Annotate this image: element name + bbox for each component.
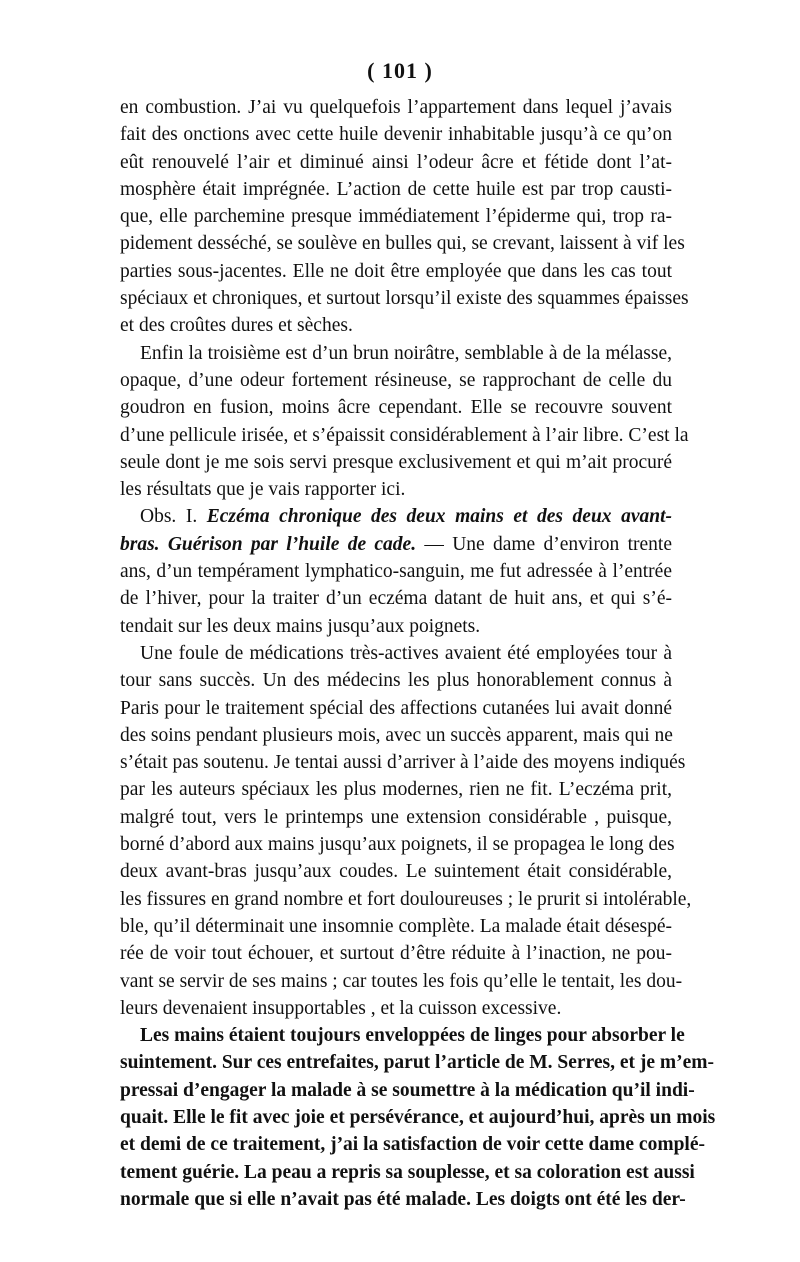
text-line: les résultats que je vais rapporter ici. <box>120 479 406 501</box>
text-line: Paris pour le traitement spécial des affections cutanées lui avait donné <box>120 697 672 719</box>
body-text <box>120 94 716 1213</box>
text-line: Enfin la troisième est d’un brun noirâtre, semblable à de la mélasse, <box>140 342 672 364</box>
page-number: ( 101 ) <box>367 58 433 83</box>
paragraph-1 <box>120 94 689 340</box>
text-line: malgré tout, vers le printemps une extension considérable , puisque, <box>120 806 672 828</box>
observation-label: Obs. I. <box>140 506 198 528</box>
text-line: parties sous-jacentes. Elle ne doit être employée que dans les cas tout <box>120 260 672 282</box>
text-line: suintement. Sur ces entrefaites, parut l’article de M. Serres, et je m’em- <box>120 1052 715 1074</box>
text-line: spéciaux et chroniques, et surtout lorsqu’il existe des squammes épaisses <box>120 288 689 310</box>
paragraph-4 <box>120 640 692 1022</box>
text-line: leurs devenaient insupportables , et la cuisson excessive. <box>120 997 562 1019</box>
text-line: de l’hiver, pour la traiter d’un eczéma datant de huit ans, et qui s’é- <box>120 588 672 610</box>
observation-1 <box>120 503 672 639</box>
paragraph-5 <box>120 1022 716 1213</box>
text-line: ble, qu’il déterminait une insomnie complète. La malade était désespé- <box>120 915 672 937</box>
text-line: pressai d’engager la malade à se soumettre à la médication qu’il indi- <box>120 1079 695 1101</box>
text-line: d’une pellicule irisée, et s’épaissit considérablement à l’air libre. C’est la <box>120 424 689 446</box>
text-line: des soins pendant plusieurs mois, avec un succès apparent, mais qui ne <box>120 724 673 746</box>
text-line: quait. Elle le fit avec joie et persévérance, et aujourd’hui, après un mois <box>120 1106 716 1128</box>
text-line: que, elle parchemine presque immédiatement l’épiderme qui, trop ra- <box>120 206 672 228</box>
observation-title-part-1: Eczéma chronique des deux mains et des deux avant- <box>206 506 673 528</box>
text-line: tendait sur les deux mains jusqu’aux poignets. <box>120 615 481 637</box>
text-line: eût renouvelé l’air et diminué ainsi l’odeur âcre et fétide dont l’at- <box>120 151 672 173</box>
text-line: ans, d’un tempérament lymphatico-sanguin, me fut adressée à l’entrée <box>120 561 672 583</box>
text-line: Une foule de médications très-actives avaient été employées tour à <box>140 642 672 664</box>
text-line: goudron en fusion, moins âcre cependant. Elle se recouvre souvent <box>120 397 672 419</box>
text-line: rée de voir tout échouer, et surtout d’être réduite à l’inaction, ne pou- <box>120 943 672 965</box>
text-line: pidement desséché, se soulève en bulles qui, se crevant, laissent à vif les <box>120 233 685 255</box>
paragraph-2 <box>120 340 689 504</box>
text-line: fait des onctions avec cette huile devenir inhabitable jusqu’à ce qu’on <box>120 124 672 146</box>
text-line: borné d’abord aux mains jusqu’aux poignets, il se propagea le long des <box>120 834 675 856</box>
observation-heading-line <box>120 503 672 530</box>
text-line: seule dont je me sois servi presque exclusivement et qui m’ait procuré <box>120 451 672 473</box>
observation-title-part-2: bras. Guérison par l’huile de cade. <box>120 533 417 555</box>
text-line: les fissures en grand nombre et fort douloureuses ; le prurit si intolérable, <box>120 888 692 910</box>
text-line: et demi de ce traitement, j’ai la satisfaction de voir cette dame complé- <box>120 1134 705 1156</box>
text-line: normale que si elle n’avait pas été malade. Les doigts ont été les der- <box>120 1188 686 1210</box>
text-line: et des croûtes dures et sèches. <box>120 315 353 337</box>
text-line: s’était pas soutenu. Je tentai aussi d’arriver à l’aide des moyens indiqués <box>120 752 686 774</box>
observation-heading-line-2 <box>120 531 672 558</box>
text-line: par les auteurs spéciaux les plus modernes, rien ne fit. L’eczéma prit, <box>120 779 672 801</box>
text-line: en combustion. J’ai vu quelquefois l’appartement dans lequel j’avais <box>120 97 672 118</box>
text-line: vant se servir de ses mains ; car toutes les fois qu’elle le tentait, les dou- <box>120 970 683 992</box>
text-line: opaque, d’une odeur fortement résineuse, se rapprochant de celle du <box>120 369 672 391</box>
text-line: tement guérie. La peau a repris sa souplesse, et sa coloration est aussi <box>120 1161 695 1183</box>
text-line: deux avant-bras jusqu’aux coudes. Le suintement était considérable, <box>120 861 672 883</box>
observation-intro: — Une dame d’environ trente <box>416 533 672 555</box>
text-line: tour sans succès. Un des médecins les plus honorablement connus à <box>120 670 672 692</box>
text-line: Les mains étaient toujours enveloppées de linges pour absorber le <box>140 1025 685 1047</box>
text-line: mosphère était imprégnée. L’action de cette huile est par trop causti- <box>120 178 672 200</box>
